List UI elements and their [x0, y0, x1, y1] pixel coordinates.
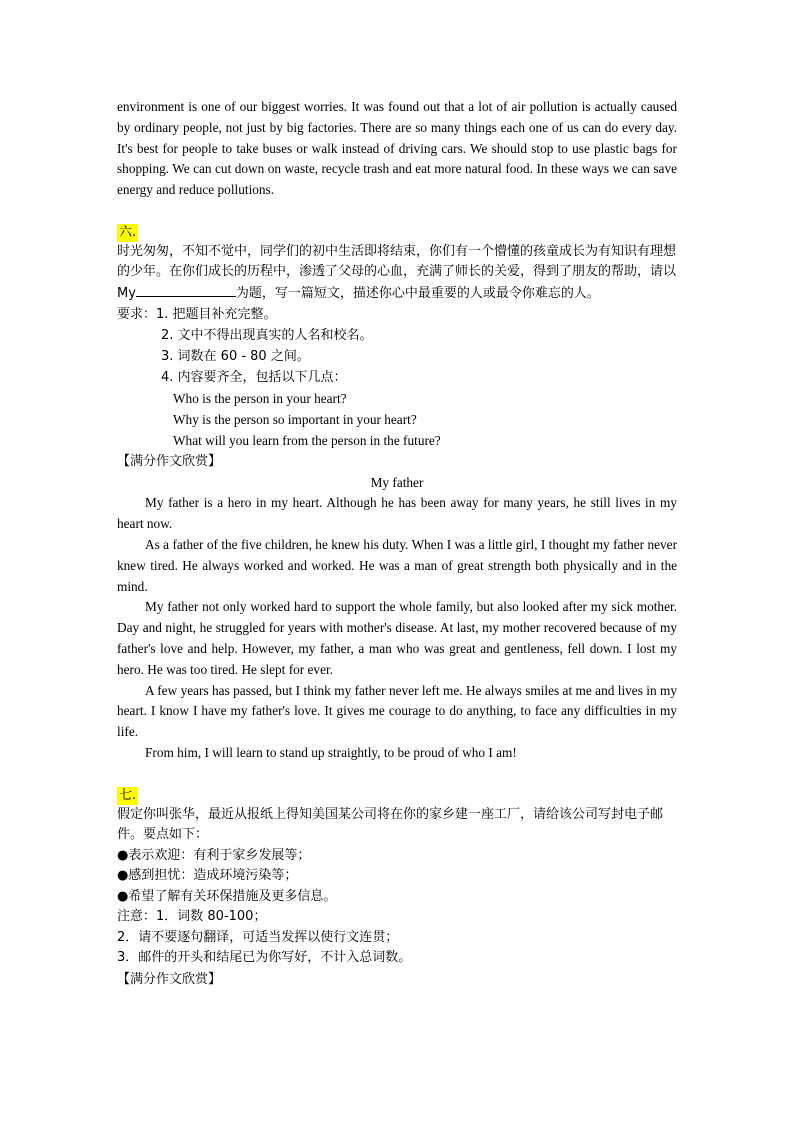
bullet-item: ●表示欢迎：有利于家乡发展等；	[117, 847, 311, 863]
question-2: Why is the person so important in your heart?	[173, 412, 417, 428]
section5-paragraph: environment is one of our biggest worries. It was found out that a lot of air pollution is actually caused by ordinary people, not just by big factories. There are so many things each one of us can do every day. It's best for people to take buses or walk instead of driving cars. We should stop to use plastic bags for shopping. We can cut down on waste, recycle trash and eat more natural food. In these ways we can save energy and reduce pollutions.	[117, 99, 677, 198]
requirement-1: 要求：1. 把题目补充完整。	[117, 307, 277, 323]
essay-title: My father	[370, 475, 424, 491]
appreciation-label: 【满分作文欣赏】	[117, 454, 222, 470]
appreciation-label: 【满分作文欣赏】	[117, 971, 222, 987]
note-3: 3．邮件的开头和结尾已为你写好，不计入总词数。	[117, 950, 412, 966]
bullet-item: ●感到担忧：造成环境污染等；	[117, 868, 298, 884]
essay-paragraph: A few years has passed, but I think my father never left me. He always smiles at me and lives in my heart. I know I have my father's love. It gives me courage to do anything, to face any difficulties in my life.	[117, 682, 677, 740]
note-2: 2．请不要逐句翻译，可适当发挥以使行文连贯；	[117, 929, 399, 945]
requirement-3: 3. 词数在 60 - 80 之间。	[161, 349, 310, 365]
document-content	[117, 97, 677, 990]
section6-heading: 六.	[119, 224, 137, 240]
section6-intro-a: 时光匆匆，不知不觉中，同学们的初中生活即将结束，你们有一个懵懂的孩童成长为有知识有理想的少年。在你们成长的历程中，渗透了父母的心血，充满了师长的关爱，得到了朋友的帮助，请以 My	[117, 243, 677, 301]
question-1: Who is the person in your heart?	[173, 391, 347, 407]
section6-intro-b: 为题，写一篇短文，描述你心中最重要的人或最令你难忘的人。	[235, 285, 600, 301]
section6-intro	[117, 242, 677, 305]
question-3: What will you learn from the person in the future?	[173, 433, 441, 449]
essay-paragraph: My father is a hero in my heart. Although he has been away for many years, he still lives in my heart now.	[117, 495, 677, 532]
requirement-4: 4. 内容要齐全，包括以下几点：	[161, 370, 347, 386]
section7-heading: 七.	[119, 787, 137, 803]
requirement-2: 2. 文中不得出现真实的人名和校名。	[161, 328, 373, 344]
bullet-item: ●希望了解有关环保措施及更多信息。	[117, 888, 337, 904]
section7-intro: 假定你叫张华，最近从报纸上得知美国某公司将在你的家乡建一座工厂，请给该公司写封电子邮件。要点如下：	[117, 806, 664, 843]
essay-paragraph: As a father of the five children, he knew his duty. When I was a little girl, I thought my father never knew tired. He always worked and worked. He was a man of great strength both physically and in the mind.	[117, 537, 677, 594]
essay-paragraph: From him, I will learn to stand up straightly, to be proud of who I am!	[145, 745, 517, 761]
title-blank	[136, 283, 236, 297]
essay-paragraph: My father not only worked hard to support the whole family, but also looked after my sick mother. Day and night, he struggled for years with mother's disease. At last, my mother recovered because of my father's love and help. However, my father, a man who was great and gentleness, fell down. I lost my hero. He was too tired. He slept for ever.	[117, 599, 677, 677]
note-1: 注意：1．词数 80-100；	[117, 909, 267, 925]
